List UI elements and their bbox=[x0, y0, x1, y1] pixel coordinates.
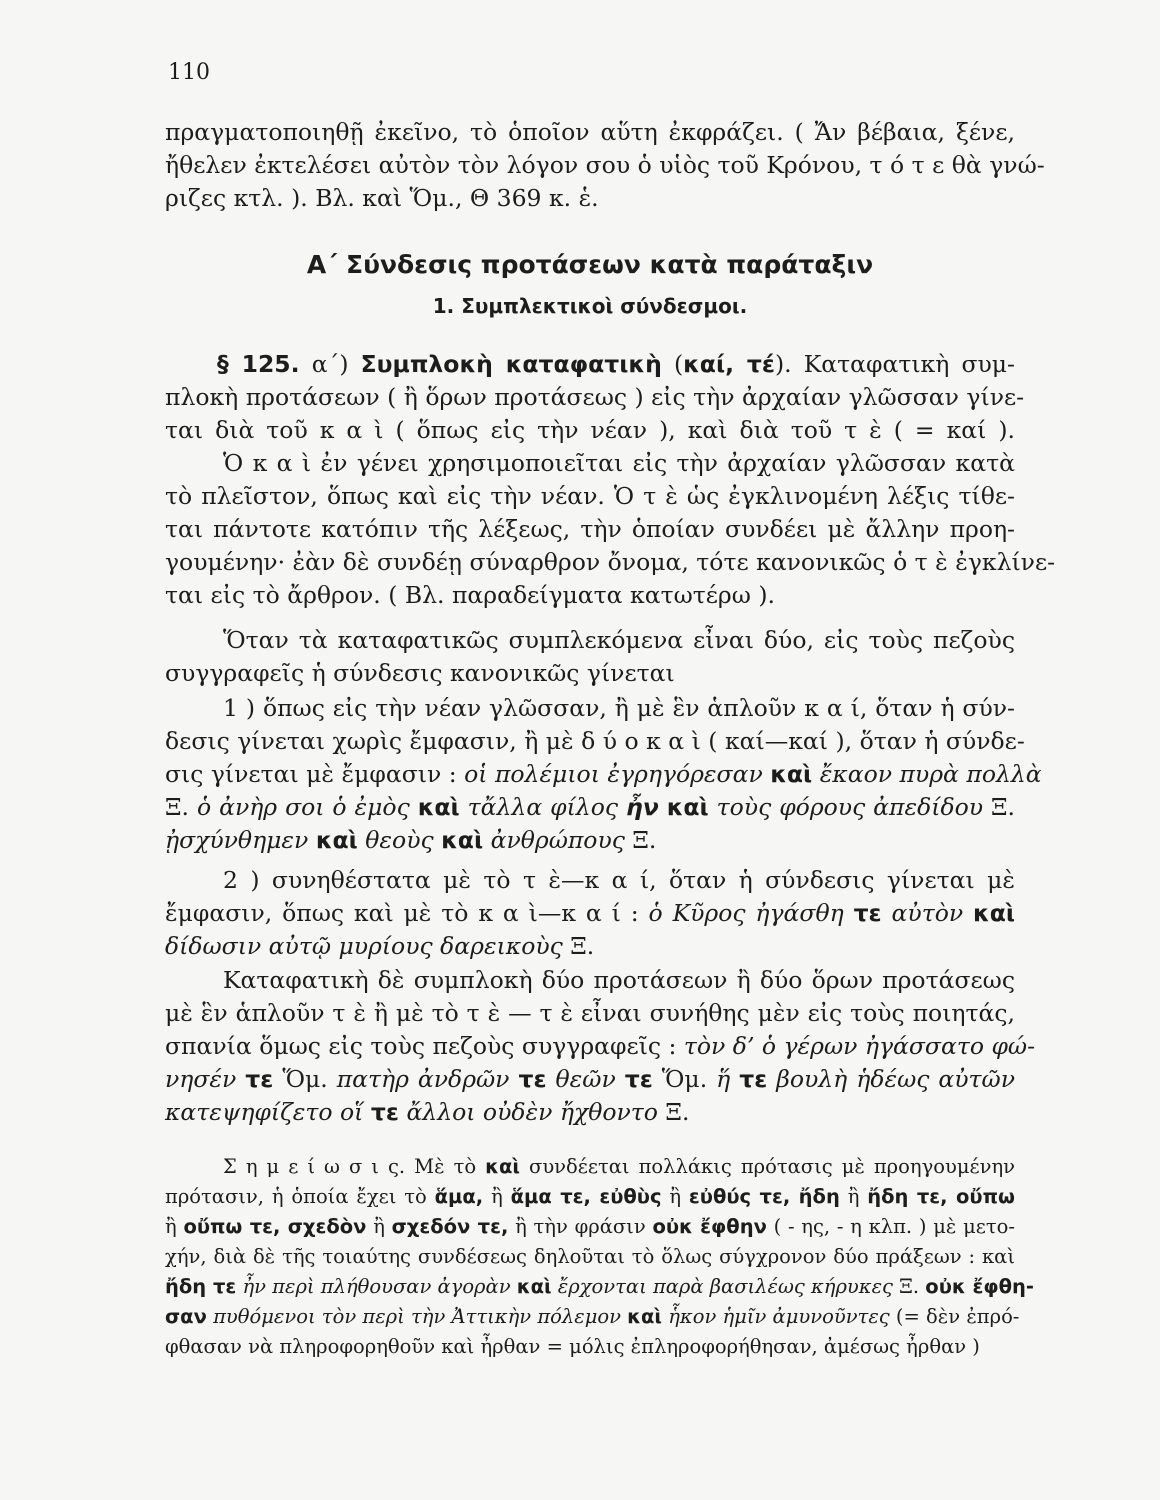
bold-term: τε bbox=[245, 1065, 274, 1093]
example-text: τὸν δ’ ὁ γέρων ἠγάσσατο φώ- bbox=[683, 1032, 1036, 1060]
example-text: ὁ ἀνὴρ σοι ὁ ἐμὸς bbox=[196, 793, 418, 821]
page-number: 110 bbox=[168, 60, 210, 85]
paragraph-otan bbox=[165, 624, 1015, 690]
bold-term: καί, τέ bbox=[683, 350, 775, 378]
example-text: ἀνθρώπους bbox=[483, 826, 625, 854]
example-text: ἄλλοι οὐδὲν ἤχθοντο bbox=[398, 1098, 658, 1126]
text-line bbox=[165, 1302, 1020, 1332]
paragraph-kataphatike bbox=[165, 964, 1036, 1129]
bold-term: τε bbox=[624, 1065, 653, 1093]
text-run: ἢ bbox=[366, 1215, 392, 1238]
text-line bbox=[165, 1096, 1015, 1129]
text-run: Σ η μ ε ί ω σ ι ς. Μὲ τὸ bbox=[223, 1155, 486, 1178]
text-run: ἢ bbox=[165, 1215, 184, 1238]
bold-term: καὶ bbox=[417, 793, 460, 821]
text-line: δεσις γίνεται χωρὶς ἔμφασιν, ἢ μὲ δ ύ ο κ α ὶ ( καί—καί ), ὅταν ἡ σύνδε- bbox=[165, 727, 1025, 755]
text-line: Καταφατικὴ δὲ συμπλοκὴ δύο προτάσεων ἢ δύο ὅρων προτάσεως bbox=[223, 966, 1015, 994]
bold-term: καὶ bbox=[315, 826, 358, 854]
bold-term: καὶ bbox=[485, 1155, 520, 1178]
text-line: συγγραφεῖς ἡ σύνδεσις κανονικῶς γίνεται bbox=[165, 659, 675, 687]
source-ref: Ξ. bbox=[562, 932, 595, 960]
example-text: θεοὺς bbox=[357, 826, 442, 854]
text-line: φθασαν νὰ πληροφορηθοῦν καὶ ἦρθαν = μόλις ἐπληροφορήθησαν, ἀμέσως ἦρθαν ) bbox=[165, 1335, 980, 1358]
bold-term: οὐκ ἔφθη- bbox=[925, 1275, 1034, 1298]
text-run: Ξ. bbox=[165, 793, 197, 821]
text-line: πραγματοποιηθῇ ἐκεῖνο, τὸ ὁποῖον αὕτη ἐκφράζει. ( Ἄν βέβαια, ξένε, bbox=[165, 118, 1015, 146]
example-text: ὁ Κῦρος ἠγάσθη bbox=[648, 899, 854, 927]
example-text: αὐτὸν bbox=[881, 899, 973, 927]
text-line: 2 ) συνηθέστατα μὲ τὸ τ ὲ—κ α ί, ὅταν ἡ σύνδεσις γίνεται μὲ bbox=[223, 866, 1015, 894]
text-line: μὲ ἓν ἁπλοῦν τ ὲ ἢ μὲ τὸ τ ὲ — τ ὲ εἶναι συνήθης μὲν εἰς τοὺς ποιητάς, bbox=[165, 999, 1015, 1027]
bold-term: εὐθύς τε, ἤδη bbox=[688, 1185, 840, 1208]
example-text: ᾐσχύνθημεν bbox=[165, 826, 316, 854]
text-run: ( bbox=[661, 350, 684, 378]
text-run: πρότασιν, ἡ ὁποία ἔχει τὸ bbox=[165, 1185, 435, 1208]
text-line: πλοκὴ προτάσεων ( ἢ ὅρων προτάσεως ) εἰς τὴν ἀρχαίαν γλῶσσαν γίνε- bbox=[165, 383, 1025, 411]
text-line bbox=[165, 1182, 1015, 1212]
bold-term: καὶ bbox=[770, 760, 813, 788]
bold-term: ἤδη τε bbox=[165, 1275, 237, 1298]
text-run: σις γίνεται μὲ ἔμφασιν : bbox=[165, 760, 465, 788]
bold-term: σχεδόν τε, bbox=[391, 1215, 509, 1238]
text-line bbox=[165, 791, 1015, 824]
example-text: βουλὴ ἡδέως αὐτῶν bbox=[767, 1065, 1015, 1093]
text-line: γουμένην· ἐὰν δὲ συνδέῃ σύναρθρον ὄνομα, τότε κανονικῶς ὁ τ ὲ ἐγκλίνε- bbox=[165, 548, 1056, 576]
bold-term: ἤδη τε, οὔπω bbox=[867, 1185, 1015, 1208]
example-text: πατὴρ ἀνδρῶν bbox=[336, 1065, 519, 1093]
bold-term: τε bbox=[739, 1065, 768, 1093]
example-text: ἔκαον πυρὰ πολλὰ bbox=[812, 760, 1042, 788]
bold-term: οὔπω τε, σχεδὸν bbox=[183, 1215, 367, 1238]
list-item-2 bbox=[165, 864, 1015, 963]
example-text: οἱ πολέμιοι ἐγρηγόρεσαν bbox=[464, 760, 771, 788]
source-ref: Ὅμ. bbox=[652, 1065, 717, 1093]
note-paragraph bbox=[165, 1152, 1034, 1362]
text-line bbox=[165, 1212, 1015, 1242]
bold-term: οὐκ ἔφθην bbox=[652, 1215, 767, 1238]
text-run: σπανία ὅμως εἰς τοὺς πεζοὺς συγγραφεῖς : bbox=[165, 1032, 684, 1060]
subsection-heading: 1. Συμπλεκτικοὶ σύνδεσμοι. bbox=[432, 294, 748, 318]
example-text: ἦν περὶ πλήθουσαν ἀγορὰν bbox=[236, 1275, 517, 1298]
source-ref: Ξ. bbox=[892, 1275, 926, 1298]
list-item-1 bbox=[165, 692, 1042, 857]
text-line: ται πάντοτε κατόπιν τῆς λέξεως, τὴν ὁποίαν συνδέει μὲ ἄλλην προη- bbox=[165, 515, 1015, 543]
bold-term: καὶ bbox=[516, 1275, 552, 1298]
text-line: ται διὰ τοῦ κ α ὶ ( ὅπως εἰς τὴν νέαν ), καὶ διὰ τοῦ τ ὲ ( = καί ). bbox=[165, 416, 1015, 444]
text-line: Ὅταν τὰ καταφατικῶς συμπλεκόμενα εἶναι δύο, εἰς τοὺς πεζοὺς bbox=[223, 626, 1015, 654]
example-text: ἔρχονται παρὰ βασιλέως κήρυκες bbox=[551, 1275, 893, 1298]
text-line bbox=[165, 824, 1015, 857]
bold-term: καὶ bbox=[973, 899, 1015, 927]
section-number: § 125. bbox=[217, 350, 300, 378]
text-run: ἔμφασιν, ὅπως καὶ μὲ τὸ κ α ὶ—κ α ί : bbox=[165, 899, 649, 927]
intro-paragraph bbox=[165, 116, 1045, 215]
source-ref: Ξ. bbox=[624, 826, 657, 854]
example-text: πυθόμενοι τὸν περὶ τὴν Ἀττικὴν πόλεμον bbox=[206, 1305, 628, 1328]
example-text: ἧκον ἡμῖν ἀμυνοῦντες bbox=[662, 1305, 890, 1328]
bold-term: τε bbox=[370, 1098, 399, 1126]
paragraph-125 bbox=[165, 348, 1056, 612]
text-line: χήν, διὰ δὲ τῆς τοιαύτης συνδέσεως δηλοῦται τὸ ὅλως σύγχρονον δύο πράξεων : καὶ bbox=[165, 1245, 1015, 1268]
source-ref: Ξ. bbox=[983, 793, 1016, 821]
bold-term: τε bbox=[853, 899, 882, 927]
text-run: α΄) bbox=[299, 350, 361, 378]
text-run: (= δὲν ἐπρό- bbox=[889, 1305, 1020, 1328]
source-ref: Ξ. bbox=[657, 1098, 690, 1126]
text-run: ἢ bbox=[661, 1185, 689, 1208]
bold-term: ἦν bbox=[625, 793, 659, 821]
bold-term: καὶ bbox=[441, 826, 484, 854]
text-run: συνδέεται πολλάκις πρότασις μὲ προηγουμένην bbox=[519, 1155, 1015, 1178]
text-run: ). Καταφατικὴ συμ- bbox=[774, 350, 1015, 378]
bold-term: ἅμα, bbox=[434, 1185, 484, 1208]
bold-term: τε bbox=[518, 1065, 547, 1093]
bold-term: καὶ bbox=[627, 1305, 663, 1328]
text-line bbox=[165, 1030, 1036, 1063]
text-line: ται εἰς τὸ ἄρθρον. ( Βλ. παραδείγματα κατωτέρω ). bbox=[165, 581, 776, 609]
text-line: τὸ πλεῖστον, ὅπως καὶ εἰς τὴν νέαν. Ὁ τ ὲ ὡς ἐγκλινομένη λέξις τίθε- bbox=[165, 482, 1015, 510]
text-run bbox=[659, 793, 667, 821]
text-line bbox=[165, 897, 1015, 930]
example-text: θεῶν bbox=[546, 1065, 625, 1093]
text-line bbox=[165, 758, 1042, 791]
example-text: ἥ bbox=[716, 1065, 740, 1093]
example-text: τἄλλα φίλος bbox=[459, 793, 626, 821]
example-text: κατεψηφίζετο οἵ bbox=[165, 1098, 371, 1126]
text-line: Ὁ κ α ὶ ἐν γένει χρησιμοποιεῖται εἰς τὴν ἀρχαίαν γλῶσσαν κατὰ bbox=[223, 449, 1015, 477]
text-line bbox=[165, 1063, 1015, 1096]
example-text: νησέν bbox=[165, 1065, 246, 1093]
text-run: ἢ τὴν φράσιν bbox=[508, 1215, 653, 1238]
section-heading: Α΄ Σύνδεσις προτάσεων κατὰ παράταξιν bbox=[306, 250, 874, 279]
text-line bbox=[165, 1272, 1034, 1302]
text-line: ριζες κτλ. ). Βλ. καὶ Ὅμ., Θ 369 κ. ἑ. bbox=[165, 184, 599, 212]
bold-term: Συμπλοκὴ καταφατικὴ bbox=[360, 350, 662, 378]
source-ref: Ὅμ. bbox=[273, 1065, 337, 1093]
example-text: τοὺς φόρους ἀπεδίδου bbox=[708, 793, 984, 821]
text-line: ἤθελεν ἐκτελέσει αὐτὸν τὸν λόγον σου ὁ υἱὸς τοῦ Κρόνου, τ ό τ ε θὰ γνώ- bbox=[165, 151, 1045, 179]
bold-term: καὶ bbox=[666, 793, 709, 821]
text-line bbox=[165, 1152, 1015, 1182]
text-line: 1 ) ὅπως εἰς τὴν νέαν γλῶσσαν, ἢ μὲ ἓν ἁπλοῦν κ α ί, ὅταν ἡ σύν- bbox=[223, 694, 1015, 722]
text-run: ἢ bbox=[839, 1185, 868, 1208]
text-line bbox=[165, 348, 1015, 381]
bold-term: ἅμα τε, εὐθὺς bbox=[510, 1185, 662, 1208]
text-run: ἢ bbox=[483, 1185, 511, 1208]
example-text: δίδωσιν αὐτῷ μυρίους δαρεικοὺς bbox=[165, 932, 563, 960]
text-line bbox=[165, 930, 1015, 963]
bold-term: σαν bbox=[165, 1305, 207, 1328]
text-run: ( - ης, - η κλπ. ) μὲ μετο- bbox=[766, 1215, 1015, 1238]
